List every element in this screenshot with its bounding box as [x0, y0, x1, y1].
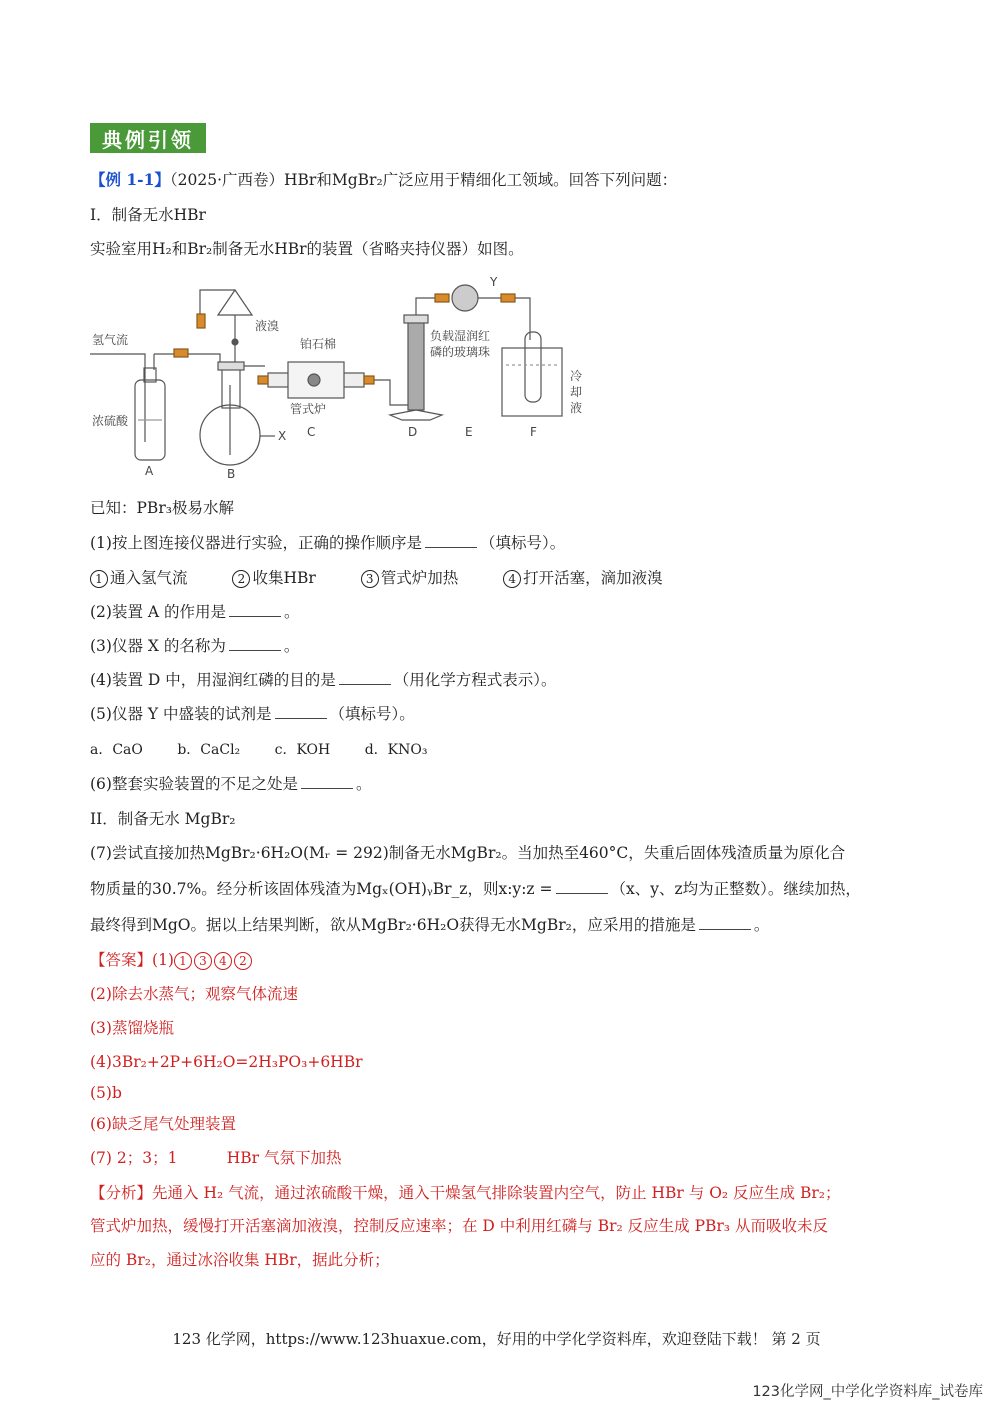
- option-b: b．CaCl₂: [177, 742, 241, 758]
- label-conc-acid: 浓硫酸: [92, 414, 129, 428]
- label-tube-furnace: 管式炉: [290, 402, 327, 416]
- label-coolant-2: 却: [570, 385, 583, 399]
- analysis-line-3: 应的 Br₂，通过冰浴收集 HBr，据此分析；: [90, 1251, 390, 1269]
- label-glass-beads-1: 负载湿润红: [430, 329, 491, 343]
- label-f: F: [530, 425, 537, 439]
- example-tag: 【例 1-1】: [90, 170, 170, 189]
- label-x: X: [278, 429, 287, 443]
- question-2: (2)装置 A 的作用是 。: [90, 603, 300, 621]
- answer-7: (7) 2；3；1 HBr 气氛下加热: [90, 1149, 342, 1167]
- option-1: 1 通入氢气流: [90, 569, 188, 587]
- question-7-line-2: 物质量的30.7%。经分析该固体残渣为Mgₓ(OH)ᵧBr_z，则x:y:z = （x、y、z均为正整数）。继续加热，: [90, 880, 861, 898]
- answer-tag: 【答案】: [90, 951, 153, 969]
- analysis-line-2: 管式炉加热，缓慢打开活塞滴加液溴，控制反应速率；在 D 中利用红磷与 Br₂ 反应生成 PBr₃ 从而吸收未反: [90, 1217, 828, 1235]
- question-1-text: (1)按上图连接仪器进行实验，正确的操作顺序是: [90, 534, 422, 552]
- question-5: (5)仪器 Y 中盛装的试剂是 （填标号）。: [90, 705, 415, 723]
- option-a: a．CaO: [90, 742, 143, 758]
- question-1: [90, 533, 565, 553]
- answer-1: 【答案】(1) 1 3 4 2: [90, 950, 254, 970]
- question-1-tail: （填标号）。: [479, 534, 566, 552]
- label-pt-wool: 铂石棉: [300, 337, 337, 351]
- question-3: (3)仪器 X 的名称为 。: [90, 637, 300, 655]
- cold-bath-f: [502, 348, 562, 416]
- answer-blank: [556, 879, 608, 894]
- example-text: （2025·广西卷）HBr和MgBr₂广泛应用于精细化工领域。回答下列问题：: [169, 171, 678, 189]
- separatory-funnel: [218, 290, 252, 315]
- label-glass-beads-2: 磷的玻璃珠: [430, 345, 491, 359]
- label-coolant-1: 冷: [570, 369, 583, 383]
- part1-intro: 实验室用H₂和Br₂制备无水HBr的装置（省略夹持仪器）如图。: [90, 240, 524, 258]
- column-d: [408, 320, 424, 410]
- section-banner: [90, 123, 206, 153]
- known-note: 已知：PBr₃极易水解: [90, 499, 234, 517]
- option-d: d．KNO₃: [364, 742, 428, 758]
- answer-blank: [339, 670, 391, 685]
- banner-title: 典例引领: [102, 127, 194, 152]
- option-4: 4 打开活塞，滴加液溴: [503, 569, 663, 587]
- label-e: E: [465, 425, 473, 439]
- options-5: [90, 740, 427, 760]
- example-header: [90, 170, 677, 190]
- answer-blank: [699, 915, 751, 930]
- answer-5: (5)b: [90, 1084, 122, 1102]
- answer-4: (4)3Br₂+2P+6H₂O=2H₃PO₃+6HBr: [90, 1053, 363, 1071]
- page-footer: 123 化学网，https://www.123huaxue.com，好用的中学化学资料库，欢迎登陆下载！ 第 2 页: [172, 1330, 821, 1348]
- label-coolant-3: 液: [570, 401, 583, 415]
- answer-3: (3)蒸馏烧瓶: [90, 1019, 174, 1037]
- answer-blank: [425, 533, 477, 548]
- label-c: C: [307, 425, 316, 439]
- apparatus-figure: [90, 270, 600, 485]
- option-2: 2 收集HBr: [232, 569, 315, 587]
- label-d: D: [408, 425, 418, 439]
- question-6: (6)整套实验装置的不足之处是 。: [90, 775, 372, 793]
- drying-tube-y: [452, 285, 478, 311]
- question-4: (4)装置 D 中，用湿润红磷的目的是 （用化学方程式表示）。: [90, 671, 557, 689]
- question-7-line-1: (7)尝试直接加热MgBr₂·6H₂O(Mᵣ = 292)制备无水MgBr₂。当加热至460°C，失重后固体残渣质量为原化合: [90, 844, 846, 862]
- label-a: A: [145, 464, 154, 478]
- answer-blank: [229, 602, 281, 617]
- part1-title: I．制备无水HBr: [90, 206, 206, 224]
- answer-blank: [275, 704, 327, 719]
- options-1: [90, 568, 663, 588]
- option-3: 3 管式炉加热: [361, 569, 459, 587]
- answer-blank: [301, 774, 353, 789]
- label-liquid-br: 液溴: [255, 319, 280, 333]
- part2-title: II．制备无水 MgBr₂: [90, 810, 236, 828]
- footer-brand: 123化学网_中学化学资料库_试卷库: [752, 1384, 983, 1400]
- answer-2: (2)除去水蒸气；观察气体流速: [90, 985, 298, 1003]
- label-b: B: [227, 467, 236, 481]
- option-c: c．KOH: [274, 742, 331, 758]
- label-y: Y: [490, 275, 498, 289]
- answer-6: (6)缺乏尾气处理装置: [90, 1115, 236, 1133]
- answer-blank: [229, 636, 281, 651]
- analysis-line-1: 【分析】先通入 H₂ 气流，通过浓硫酸干燥，通入干燥氢气排除装置内空气，防止 HBr 与 O₂ 反应生成 Br₂；: [90, 1184, 841, 1202]
- analysis-tag: 【分析】: [90, 1184, 153, 1202]
- question-7-line-3: 最终得到MgO。据以上结果判断，欲从MgBr₂·6H₂O获得无水MgBr₂，应采用的措施是 。: [90, 916, 770, 934]
- label-hydrogen-flow: 氢气流: [92, 333, 129, 347]
